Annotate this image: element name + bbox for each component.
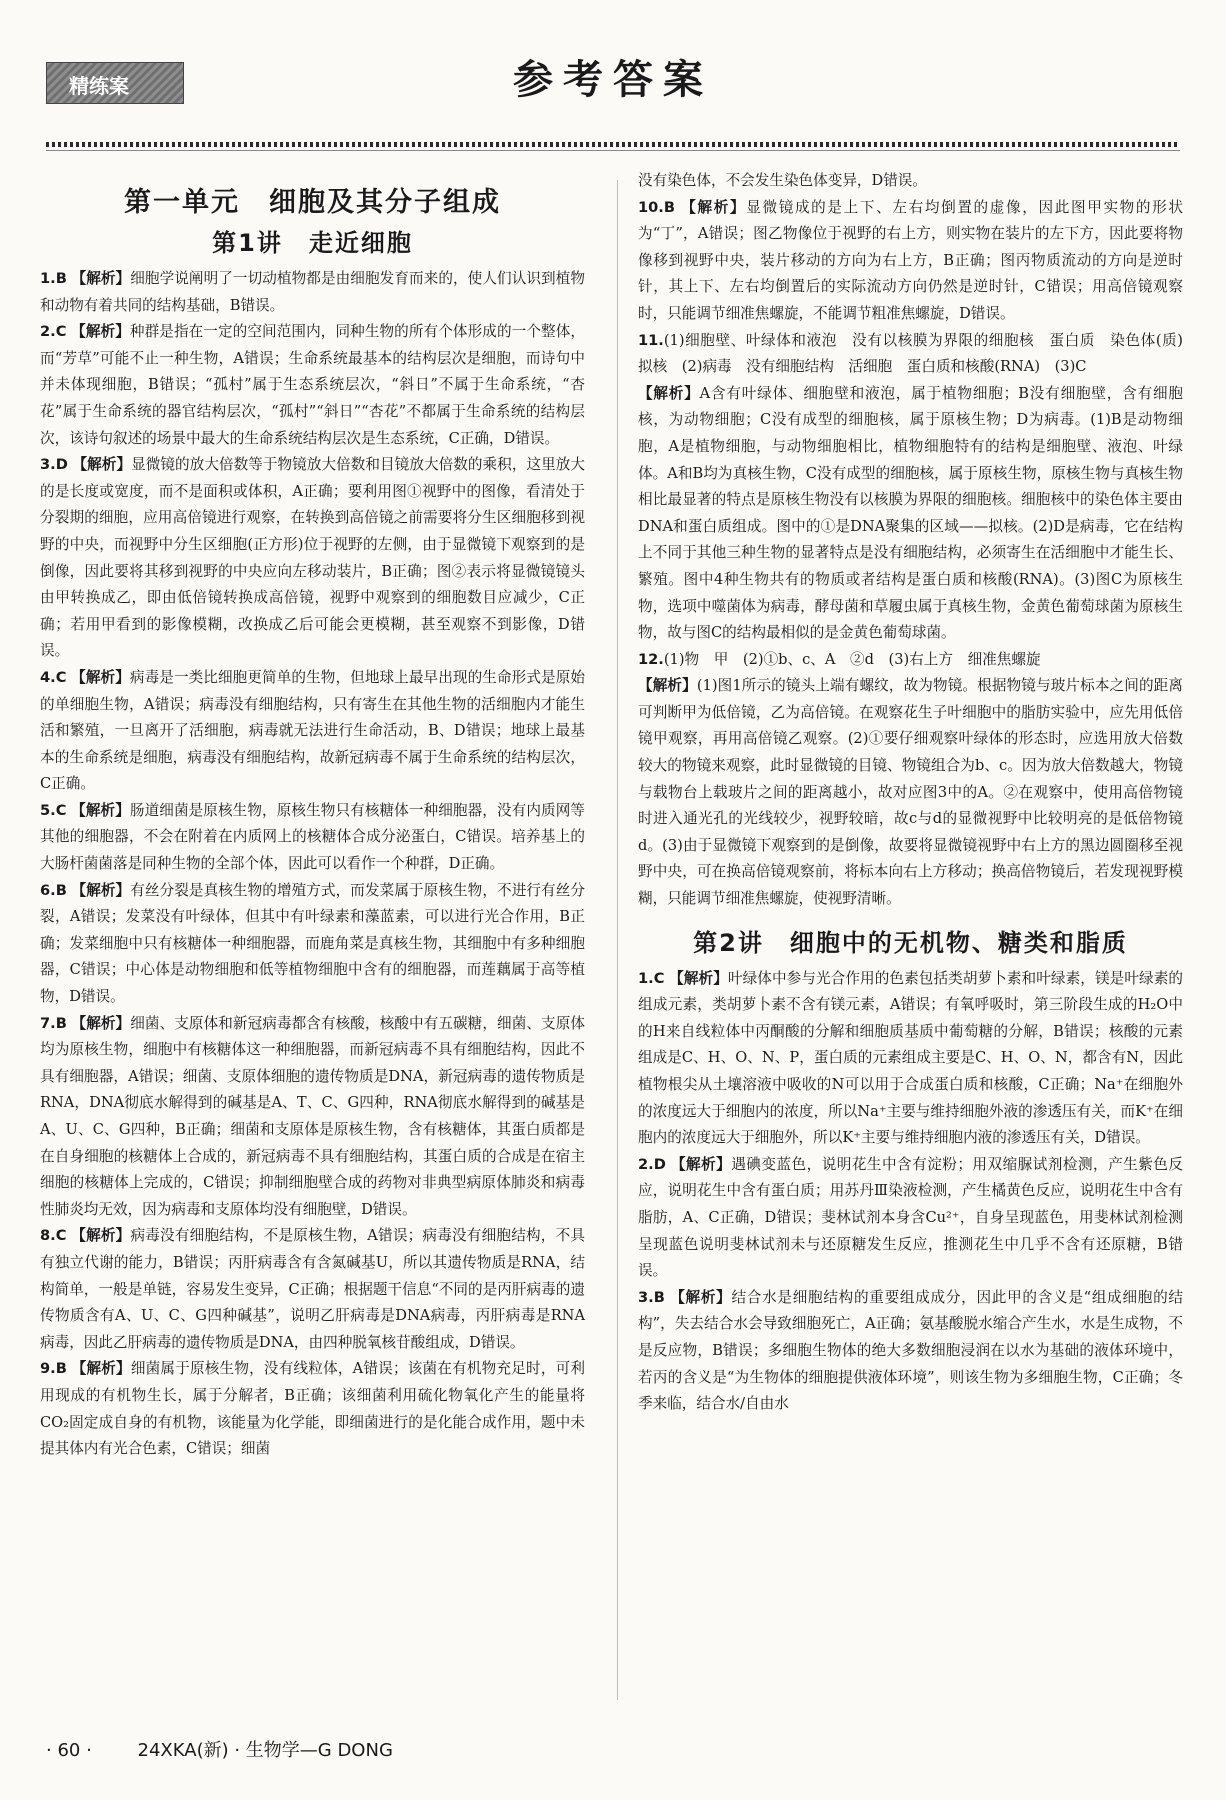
answer-number: 2.: [638, 1155, 654, 1173]
answer-text: 细菌属于原核生物，没有线粒体，A错误；该菌在有机物充足时，可利用现成的有机物生长，属于分解者，B正确；该细菌利用硫化物氧化产生的能量将CO₂固定成自身的有机物，该能量为化学能，即细菌进行的是化能合成作用，题中未提其体内有光合色素，C错误；细菌: [40, 1360, 585, 1458]
page-footer: [46, 1736, 393, 1762]
answer-choice: B: [55, 881, 67, 899]
analysis-label: 【解析】: [71, 881, 131, 899]
right-column: [638, 168, 1198, 1418]
answer-choice: C: [55, 1227, 67, 1245]
lecture-heading-2: 第2讲 细胞中的无机物、糖类和脂质: [693, 928, 1128, 957]
header-divider-thin: [46, 150, 1180, 151]
answer-item: [40, 319, 585, 452]
answer-item: [40, 1011, 585, 1224]
answer-number: 11.: [638, 331, 664, 349]
answer-text: 有丝分裂是真核生物的增殖方式，而发菜属于原核生物，不进行有丝分裂，A错误；发菜没有叶绿体，但其中有叶绿素和藻蓝素，可以进行光合作用，B正确；发菜细胞中只有核糖体一种细胞器，而鹿角菜是真核生物，其细胞中有多种细胞器，C错误；中心体是动物细胞和低等植物细胞中含有的细胞器，而莲藕属于高等植物，D错误。: [40, 881, 585, 1006]
answer-number: 10.: [638, 198, 664, 216]
answer-item: [638, 195, 1183, 328]
answer-item: [40, 266, 585, 319]
answer-choice: C: [55, 801, 67, 819]
unit-heading: 第一单元 细胞及其分子组成: [124, 187, 501, 218]
answer-text: 细菌、支原体和新冠病毒都含有核酸，核酸中有五碳糖，细菌、支原体均为原核生物，细胞中有核糖体这一种细胞器，而新冠病毒不具有细胞结构，因此不具有细胞器，A错误；细菌、支原体细胞的遗传物质是DNA，新冠病毒的遗传物质是RNA，DNA彻底水解得到的碱基是A、T、C、G四种，RNA彻底水解得到的碱基是A、U、C、G四种，B正确；细菌和支原体是原核生物，含有核糖体，其蛋白质都是在自身细胞的核糖体上合成的，新冠病毒不具有细胞结构，其蛋白质的合成是在宿主细胞的核糖体上完成的，C错误；抑制细胞壁合成的药物对非典型病原体肺炎和病毒性肺炎均无效，因为病毒和支原体均没有细胞壁，D错误。: [40, 1014, 585, 1218]
answer-text: 结合水是细胞结构的重要组成成分，因此甲的含义是“组成细胞的结构”，失去结合水会导致细胞死亡，A正确；氨基酸脱水缩合产生水，水是生成物，不是反应物，B错误；多细胞生物体的绝大多数细胞浸润在以水为基础的液体环境中，若丙的含义是“为生物体的细胞提供液体环境”，则该生物为多细胞生物，C正确；冬季来临，结合水/自由水: [638, 1288, 1183, 1413]
answer-text: A含有叶绿体、细胞壁和液泡，属于植物细胞；B没有细胞壁，含有细胞核，为动物细胞；C没有成型的细胞核，属于原核生物；D为病毒。(1)B是动物细胞，A是植物细胞，与动物细胞相比，植物细胞特有的结构是细胞壁、液泡、叶绿体。A和B均为真核生物，C没有成型的细胞核，属于原核生物，原核生物与真核生物相比最显著的特点是原核生物没有以核膜为界限的细胞核。细胞核中的染色体主要由DNA和蛋白质组成。图中的①是DNA聚集的区域——拟核。(2)D是病毒，它在结构上不同于其他三种生物的显著特点是没有细胞结构，必须寄生在活细胞中才能生长、繁殖。图中4种生物共有的物质或者结构是蛋白质和核酸(RNA)。(3)图C为原核生物，选项中噬菌体为病毒，酵母菌和草履虫属于真核生物，金黄色葡萄球菌为原核生物，故与图C的结构最相似的是金黄色葡萄球菌。: [638, 384, 1183, 642]
analysis-label: 【解析】: [71, 801, 130, 819]
answer-item: [638, 168, 1183, 195]
answer-number: 3.: [40, 456, 56, 474]
answer-number: 1.: [638, 969, 654, 987]
analysis-label: 【解析】: [638, 384, 700, 402]
answer-text: 没有染色体，不会发生染色体变异，D错误。: [638, 172, 927, 189]
answer-text: 病毒没有细胞结构，不是原核生物，A错误；病毒没有细胞结构，不具有独立代谢的能力，B错误；丙肝病毒含有含氮碱基U，所以其遗传物质是RNA，结构简单，一般是单链，容易发生变异，C正确；根据题干信息“不同的是丙肝病毒的遗传物质含有A、U、C、G四种碱基”，说明乙肝病毒是DNA病毒，丙肝病毒是RNA病毒，因此乙肝病毒的遗传物质是DNA，由四种脱氧核苷酸组成，D错误。: [40, 1227, 585, 1351]
answer-text: 肠道细菌是原核生物，原核生物只有核糖体一种细胞器，没有内质网等其他的细胞器，不会在附着在内质网上的核糖体合成分泌蛋白，C错误。培养基上的大肠杆菌菌落是同种生物的全部个体，因此可以看作一个种群，D正确。: [40, 801, 585, 873]
analysis-label: 【解析】: [71, 1014, 131, 1032]
answer-text: (1)图1所示的镜头上端有螺纹，故为物镜。根据物镜与玻片标本之间的距离可判断甲为低倍镜，乙为高倍镜。在观察花生子叶细胞中的脂肪实验中，应先用低倍镜甲观察，再用高倍镜乙观察。(2)①要仔细观察叶绿体的形态时，应选用放大倍数较大的物镜来观察，此时显微镜的目镜、物镜组合为b、c。因为放大倍数越大，物镜与载物台上载玻片之间的距离越小，故对应图3中的A。②在观察中，使用高倍物镜时进入通光孔的光线较少，视野较暗，故c与d的显微视野中比较明亮的是低倍物镜d。(3)由于显微镜下观察到的是倒像，故要将显微镜视野中右上方的黑边圆圈移至视野中央，可在换高倍镜观察前，将标本向右上方移动；换高倍物镜后，若发现视野模糊，只能调节细准焦螺旋，使视野清晰。: [638, 677, 1183, 908]
analysis-label: 【解析】: [669, 969, 728, 987]
analysis-label: 【解析】: [71, 270, 131, 287]
answer-text: 叶绿体中参与光合作用的色素包括类胡萝卜素和叶绿素，镁是叶绿素的组成元素，类胡萝卜素不含有镁元素，A错误；有氧呼吸时，第三阶段生成的H₂O中的H来自线粒体中丙酮酸的分解和细胞质基质中葡萄糖的分解，B错误；核酸的元素组成是C、H、O、N、P，蛋白质的元素组成主要是C、H、O、N，都含有N，因此植物根尖从土壤溶液中吸收的N可以用于合成蛋白质和核酸，C正确；Na⁺在细胞外的浓度远大于细胞内的浓度，所以Na⁺主要与维持细胞外液的渗透压有关，而K⁺在细胞内的浓度远大于细胞外，所以K⁺主要与维持细胞内液的渗透压有关，D错误。: [638, 969, 1183, 1147]
page-title: 参考答案: [513, 57, 713, 103]
left-column: [40, 168, 585, 1463]
answer-text: 遇碘变蓝色，说明花生中含有淀粉；用双缩脲试剂检测，产生紫色反应，说明花生中含有蛋白质；用苏丹Ⅲ染液检测，产生橘黄色反应，说明花生中含有脂肪，A、C正确，D错误；斐林试剂本身含Cu²⁺，自身呈现蓝色，用斐林试剂检测呈现蓝色说明斐林试剂未与还原糖发生反应，推测花生中几乎不含有还原糖，B错误。: [638, 1155, 1183, 1280]
answer-number: 4.: [40, 668, 56, 686]
answer-number: 3.: [638, 1288, 654, 1306]
answer-item: [40, 878, 585, 1011]
analysis-label: 【解析】: [638, 677, 697, 695]
answer-item: [638, 647, 1183, 674]
page-number: · 60 ·: [46, 1740, 92, 1761]
answer-number: 2.: [40, 323, 56, 341]
analysis-label: 【解析】: [670, 1155, 732, 1173]
analysis-label: 【解析】: [681, 198, 747, 216]
book-label: 24XKA(新) · 生物学—G DONG: [137, 1740, 393, 1761]
answer-item: [40, 665, 585, 798]
answer-item: [638, 966, 1183, 1152]
answer-number: 5.: [40, 801, 56, 819]
analysis-label: 【解析】: [71, 1360, 131, 1378]
analysis-label: 【解析】: [71, 668, 130, 686]
answer-list-right-a: [638, 168, 1198, 913]
header-divider: [46, 142, 1180, 147]
answer-number: 9.: [40, 1360, 56, 1378]
answer-text: (1)物 甲 (2)①b、c、A ②d (3)右上方 细准焦螺旋: [663, 650, 1041, 668]
answer-item: [40, 452, 585, 665]
answer-text: 显微镜成的是上下、左右均倒置的虚像，因此图甲实物的形状为“丁”，A错误；图乙物像位于视野的右上方，则实物在装片的左下方，因此要将物像移到视野中央，装片移动的方向为右上方，B正确；图丙物质流动的方向是逆时针，其上下、左右均倒置后的实际流动方向仍然是逆时针，C错误；用高倍镜观察时，只能调节细准焦螺旋，不能调节粗准焦螺旋，D错误。: [638, 198, 1183, 322]
lecture-heading: 第1讲 走近细胞: [212, 229, 413, 257]
analysis-label: 【解析】: [71, 1227, 131, 1245]
section-tag-label: 精练案: [69, 74, 129, 98]
answer-item: [40, 1356, 585, 1462]
answer-choice: B: [55, 1014, 67, 1032]
answer-item: [40, 1223, 585, 1356]
answer-choice: B: [653, 1288, 665, 1306]
answer-item: [40, 798, 585, 878]
answer-choice: B: [663, 198, 675, 216]
answer-choice: B: [55, 270, 67, 287]
answer-text: 细胞学说阐明了一切动植物都是由细胞发育而来的，使人们认识到植物和动物有着共同的结构基础，B错误。: [40, 270, 585, 314]
answer-number: 6.: [40, 881, 56, 899]
answer-number: 1.: [40, 270, 56, 287]
answer-item: [638, 328, 1198, 381]
column-divider: [617, 180, 618, 1700]
answer-choice: C: [55, 323, 67, 341]
answer-text: (1)细胞壁、叶绿体和液泡 没有以核膜为界限的细胞核 蛋白质 染色体(质) 拟核 (2)病毒 没有细胞结构 活细胞 蛋白质和核酸(RNA) (3)C: [638, 331, 1198, 376]
answer-text: 种群是指在一定的空间范围内，同种生物的所有个体形成的一个整体，而“芳草”可能不止一种生物，A错误；生命系统最基本的结构层次是细胞，而诗句中并未体现细胞，B错误；“孤村”属于生态系统层次，“斜日”不属于生命系统，“杏花”属于生命系统的器官结构层次，“孤村”“斜日”“杏花”不都属于生命系统的结构层次，该诗句叙述的场景中最大的生命系统结构层次是生态系统，C正确，D错误。: [40, 323, 585, 447]
answer-text: 病毒是一类比细胞更简单的生物，但地球上最早出现的生命形式是原始的单细胞生物，A错误；病毒没有细胞结构，只有寄生在其他生物的活细胞内才能生活和繁殖，一旦离开了活细胞，病毒就无法进行生命活动，B、D错误；地球上最基本的生命系统是细胞，病毒没有细胞结构，故新冠病毒不属于生命系统的结构层次，C正确。: [40, 668, 585, 793]
analysis-label: 【解析】: [670, 1288, 732, 1306]
answer-choice: D: [55, 456, 68, 474]
analysis-label: 【解析】: [72, 456, 132, 474]
answer-choice: D: [653, 1155, 666, 1173]
analysis-label: 【解析】: [71, 323, 130, 341]
answer-number: 8.: [40, 1227, 56, 1245]
answer-number: 12.: [638, 650, 664, 668]
answer-item: [638, 381, 1183, 647]
answer-list-right-b: [638, 966, 1183, 1418]
answer-choice: C: [55, 668, 67, 686]
answer-item: [638, 673, 1183, 912]
answer-number: 7.: [40, 1014, 56, 1032]
answer-item: [638, 1152, 1183, 1285]
answer-list-left: [40, 266, 585, 1463]
answer-item: [638, 1285, 1183, 1418]
answer-text: 显微镜的放大倍数等于物镜放大倍数和目镜放大倍数的乘积，这里放大的是长度或宽度，而不是面积或体积，A正确；要利用图①视野中的图像，看清处于分裂期的细胞，应用高倍镜进行观察，在转换到高倍镜之前需要将分生区细胞移到视野的中央，而视野中分生区细胞(正方形)位于视野的左侧，由于显微镜下观察到的是倒像，因此要将其移到视野的中央应向左移动装片，B正确；图②表示将显微镜镜头由甲转换成乙，即由低倍镜转换成高倍镜，视野中观察到的细胞数目应减少，C正确；若用甲看到的影像模糊，改换成乙后可能会更模糊，甚至观察不到影像，D错误。: [40, 456, 585, 660]
answer-choice: C: [653, 969, 665, 987]
answer-choice: B: [55, 1360, 67, 1378]
